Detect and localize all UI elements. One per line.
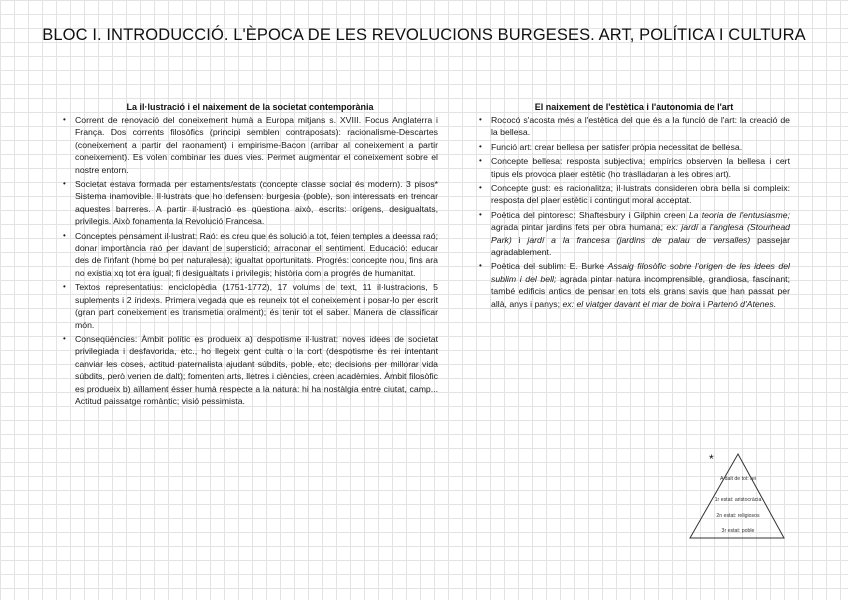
bullet-dot-icon: • xyxy=(63,115,66,124)
bullet-text: Poètica del sublim: E. Burke xyxy=(491,261,608,272)
bullet-text: i xyxy=(700,298,708,309)
bullet-dot-icon: • xyxy=(479,209,482,219)
bullet-dot-icon: • xyxy=(479,183,482,193)
left-bullet-list xyxy=(62,114,438,407)
bullet-dot-icon: • xyxy=(479,141,482,151)
bullet-text: Societat estava formada per estaments/estats (concepte classe social és modern). 3 pisos* Sistema inamovible. Il·lustrats que ho defensen: burgesia (poble), son interessats en trencar aquestes barreres. A partir il·lustració es qüestiona això, escrits: orígens, desigualtats, privilegis. Això fonamenta la Revolució Francesa. xyxy=(75,179,438,227)
left-heading: La il·lustració i el naixement de la societat contemporània xyxy=(126,102,374,112)
bullet-text: Concepte bellesa: resposta subjectiva; empírics observen la bellesa i cert tipus els provoca plaer estètic (ho traslladaran a les obres art). xyxy=(491,156,790,179)
bullet-dot-icon: • xyxy=(63,179,66,189)
right-column xyxy=(478,102,790,312)
bullet-text: Concepte gust: es racionalitza; il·lustrats consideren obra bella si compleix: resposta del plaer estètic i contingut moral acceptat. xyxy=(491,183,790,206)
social-pyramid-diagram xyxy=(686,452,786,544)
right-bullet-list xyxy=(478,114,790,310)
bullet-item xyxy=(478,141,790,153)
pyramid-level-people: 3r estat: poble xyxy=(721,528,755,534)
bullet-item xyxy=(62,230,438,280)
bullet-dot-icon: • xyxy=(63,282,66,292)
pyramid-level-clergy: 2n estat: religiosos xyxy=(716,513,760,519)
bullet-text: ex: jardí a l'anglesa (Stourhead Park) xyxy=(491,222,791,245)
bullet-item xyxy=(478,182,790,207)
bullet-text: Conceptes pensament il·lustrat: Raó: es creu que és solució a tot, feien temples a deessa raó; donar importància raó per davant de superstició; arraconar el sentiment. Educació: educar des de l'infant (home bo per naturalesa); igualtat oportunitats. Progrés: concepte nou, fins ara no existia xq tot era igual; fi desigualtats i privilegis; història com a progrés de humanitat. xyxy=(75,230,438,278)
bullet-item xyxy=(478,209,790,259)
bullet-text: La teoria de l'entusiasme; xyxy=(688,209,790,220)
bullet-item xyxy=(62,281,438,331)
pyramid-level-king: A dalt de tot: rei xyxy=(719,476,757,482)
bullet-dot-icon: • xyxy=(479,115,482,124)
bullet-text: Partenó d'Atenes. xyxy=(707,298,777,309)
bullet-text: Conseqüències: Àmbit polític es produeix a) despotisme il·lustrat: noves idees de societat privilegiada i desfavorida, etc., ho llegeix gent culta o la cort (despotisme és rei intentant canviar les coses, actitud paternalista ajudant súbdits, poble, etc; decisions per millorar vida súbdits, però venen de dalt); fomenten arts, lletres i ciències, creen acadèmies. Àmbit filosòfic es produeix b) aïllament ésser humà respecte a la natura: hi ha nostàlgia entre ciutat, camp... Actitud paissatge romàntic; visió pessimista. xyxy=(75,333,438,406)
pyramid-level-aristocracy: 1r estat: aristocràcia xyxy=(714,497,762,503)
bullet-text: Funció art: crear bellesa per satisfer pròpia necessitat de bellesa. xyxy=(491,141,743,152)
bullet-text: Textos representatius: enciclopèdia (1751-1772), 17 volums de text, 11 il·lustracions, 5 suplements i 2 índexs. Primera vegada que es reuneix tot el coneixement i posar-lo per escrit (gran part coneixement es transmetia oralment); és tenir tot el saber. Manera de classificar món. xyxy=(75,282,438,330)
bullet-text: Poètica del pintoresc: Shaftesbury i Gilphin creen xyxy=(491,209,689,220)
page-title: BLOC I. INTRODUCCIÓ. L'ÈPOCA DE LES REVOLUCIONS BURGESES. ART, POLÍTICA I CULTURA xyxy=(42,26,806,44)
left-column xyxy=(62,102,438,409)
right-heading: El naixement de l'estètica i l'autonomia de l'art xyxy=(534,102,734,112)
bullet-item xyxy=(478,155,790,180)
bullet-text: passejar agradablement. xyxy=(491,234,790,258)
bullet-text: i xyxy=(511,234,528,245)
bullet-dot-icon: • xyxy=(63,333,66,343)
asterisk-mark: * xyxy=(709,452,714,466)
bullet-text: Corrent de renovació del coneixement humà a Europa mitjans s. XVIII. Focus Anglaterra i França. Dos corrents filosòfics (principi semblen contraposats): racionalisme-Descartes (coneixement a partir del raonament) i empirisme-Bacon (arribar al coneixement a partir coneixement). Es volen combinar les dues vies. Permet augmentar el coneixement sobre el nostre entorn. xyxy=(75,115,438,175)
bullet-item xyxy=(62,178,438,228)
bullet-text: Assaig filosòfic sobre l'origen de les idees del sublim i del bell; xyxy=(491,261,790,284)
bullet-item xyxy=(478,260,790,310)
bullet-item xyxy=(62,333,438,407)
bullet-item xyxy=(478,114,790,139)
bullet-dot-icon: • xyxy=(479,261,482,271)
bullet-text: agrada pintar natura incomprensible, grandiosa, fascinant; també edificis antics de pensar en tots els grans savis que han passat per allà, anys i panys; xyxy=(491,273,790,309)
bullet-item xyxy=(62,114,438,176)
bullet-text: ex: el viatger davant el mar de boira xyxy=(562,298,701,309)
bullet-dot-icon: • xyxy=(63,230,66,240)
bullet-dot-icon: • xyxy=(479,156,482,166)
bullet-text: jardí a la francesa (jardins de palau de versalles) xyxy=(527,234,751,245)
bullet-text: Rococó s'acosta més a l'estètica del que és a la funció de l'art: la creació de la bellesa. xyxy=(491,115,790,138)
bullet-text: agrada pintar jardins fets per obra humana; xyxy=(491,222,667,233)
